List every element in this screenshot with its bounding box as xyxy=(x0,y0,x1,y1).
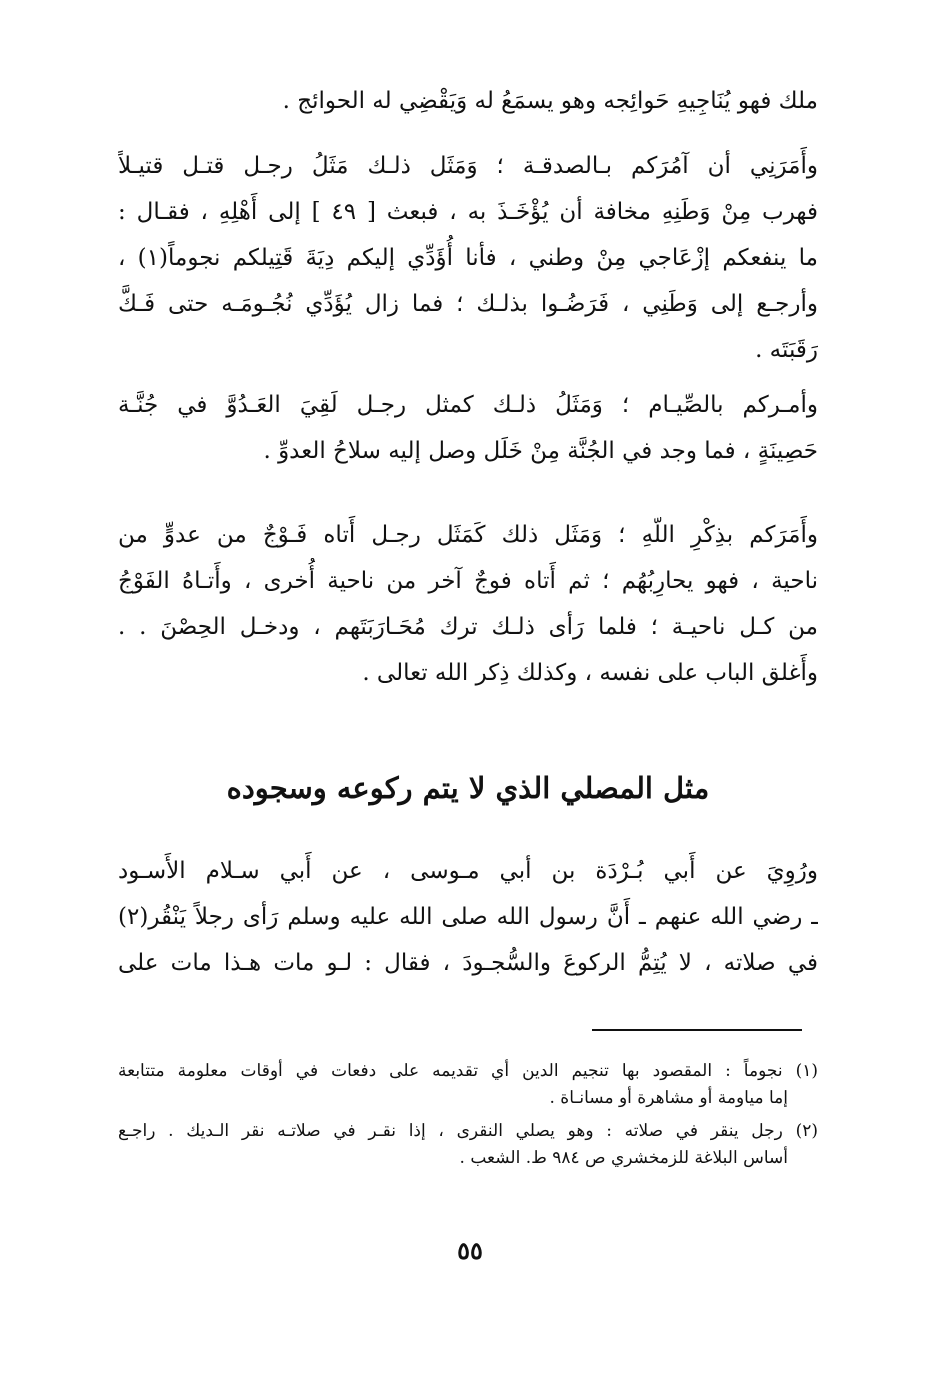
text-line: في صلاته ، لا يُتِمُّ الركوعَ والسُّجـودَ ، فقال : لـو مات هـذا مات على xyxy=(118,950,818,976)
text-line: ملك فهو يُنَاجِيهِ حَوائِجه وهو يسمَعُ له وَيَقْضِي له الحوائج . xyxy=(282,88,818,114)
text-line: ـ رضي الله عنهم ـ أَنَّ رسول الله صلى الله عليه وسلم رَأى رجلاً يَنْقُر(٢) xyxy=(118,904,818,930)
text-line: ناحية ، فهو يحارِبُهُم ؛ ثم أَتاه فوجٌ آخر من ناحية أُخرى ، وأَتـاهُ الفَوْجُ xyxy=(118,568,818,594)
text-line: حَصِينَةٍ ، فما وجد في الجُنَّة مِنْ خَلَل وصل إليه سلاحُ العدوِّ . xyxy=(263,438,818,464)
section-heading: مثل المصلي الذي لا يتم ركوعه وسجوده xyxy=(226,771,710,805)
text-line: وأَمَرَكم بذِكْرِ اللّهِ ؛ وَمَثَل ذلك كَمَثَل رجـل أَتاه فَـوْجٌ من عدوٍّ من xyxy=(118,522,818,548)
paragraph-continuation xyxy=(118,78,818,124)
footnotes xyxy=(118,1058,818,1172)
paragraph-charity xyxy=(118,143,818,373)
text-line: وأرجـع إلى وَطَنِي ، فَرَضُـوا بذلـك ؛ فما زال يُؤَدِّي نُجُـومَـه حتى فَـكَّ xyxy=(118,291,818,317)
footnote-line: أساس البلاغة للزمخشري ص ٩٨٤ ط. الشعب . xyxy=(459,1148,788,1168)
footnote-line: (١) نجوماً : المقصود بها تنجيم الدين أي تقديمه على دفعات في أوقات معلومة متتابعة xyxy=(118,1061,818,1081)
text-line: وأَغلق الباب على نفسه ، وكذلك ذِكر الله تعالى . xyxy=(362,660,818,686)
text-line: ورُوِيَ عن أَبي بُـرْدَة بن أبي مـوسى ، عن أَبي سـلام الأَسـود xyxy=(118,858,818,884)
footnote-line: (٢) رجل ينقر في صلاته : وهو يصلي النقرى ، إذا نقـر في صلاتـه نقر الـديك . راجـع xyxy=(118,1121,818,1141)
text-line: وأَمَرَنِي أن آمُرَكم بـالصدقـة ؛ وَمَثَل ذلـك مَثَلُ رجـل قتـل قتيـلاً xyxy=(118,153,818,179)
footnote-separator xyxy=(592,1029,802,1031)
text-line: ما ينفعكم إزْعَاجي مِنْ وطني ، فأنا أُؤَدِّي إليكم دِيَةَ قَتِيلكم نجوماً(١) ، xyxy=(118,245,818,271)
text-line: رَقَبَتَه . xyxy=(755,337,818,363)
paragraph-remembrance xyxy=(118,512,818,696)
paragraph-narration xyxy=(118,848,818,986)
page-number: ٥٥ xyxy=(457,1236,483,1265)
text-line: وأمـركم بالصِّيـام ؛ وَمَثَلُ ذلـك كمثل رجـل لَقِيَ العَـدُوَّ في جُنَّـة xyxy=(118,392,818,418)
footnote-line: إما مياومة أو مشاهرة أو مسانـاة . xyxy=(549,1088,788,1108)
paragraph-fasting xyxy=(118,382,818,474)
text-line: فهرب مِنْ وَطَنِهِ مخافة أن يُؤْخَـذَ به ، فبعث [ ٤٩ ] إلى أَهْلِهِ ، فقـال : xyxy=(118,199,818,225)
text-line: من كـل ناحيـة ؛ فلما رَأى ذلـك ترك مُحَـارَبَتَهم ، ودخـل الحِصْنَ . . xyxy=(118,614,818,640)
